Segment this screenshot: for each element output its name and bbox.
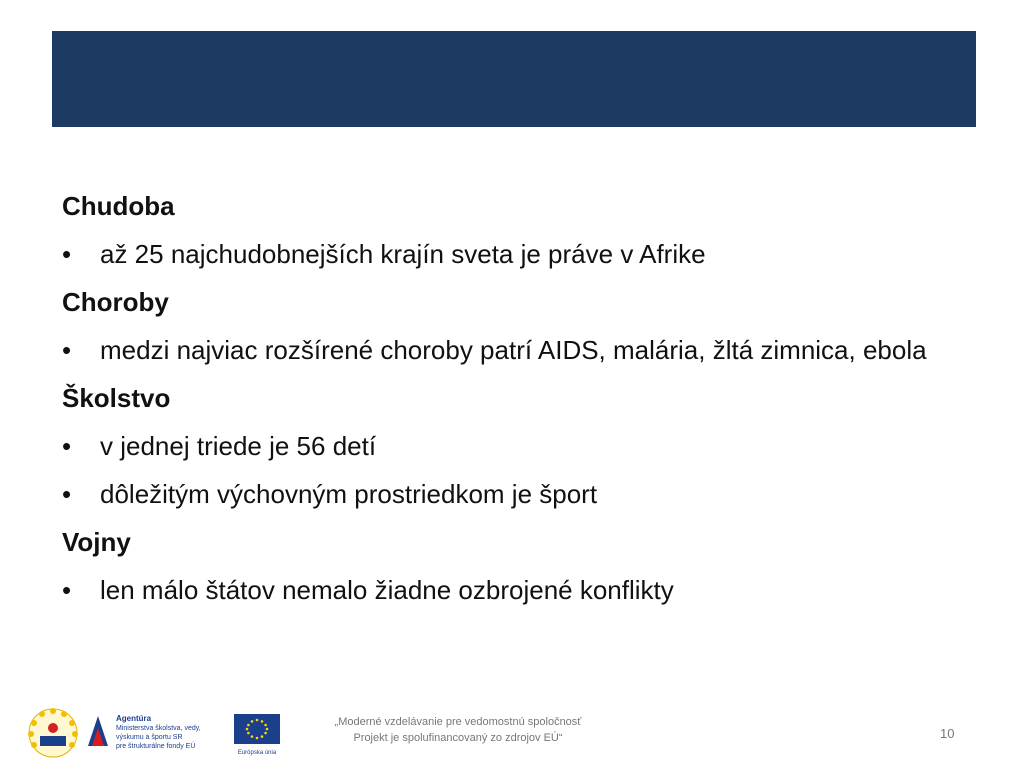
section-heading-vojny: Vojny: [62, 527, 131, 557]
bullet-dot: •: [62, 335, 72, 365]
bullet-dot: •: [62, 575, 72, 605]
eu-caption: Európska únia: [237, 750, 277, 756]
bullet-item: [62, 234, 942, 274]
bullet-item: [62, 426, 942, 466]
slide-footer: [0, 700, 1024, 768]
section-heading-choroby: Choroby: [62, 287, 169, 317]
bullet-item: [62, 570, 942, 610]
bullet-text: v jednej triede je 56 detí: [100, 431, 377, 461]
agency-logo-icon: [86, 714, 110, 748]
program-logo-icon: [26, 706, 80, 760]
agency-line2: pre štrukturálne fondy EÚ: [116, 743, 196, 750]
project-slogan: [308, 714, 608, 746]
bullet-item: [62, 474, 942, 514]
section-heading-chudoba: Chudoba: [62, 191, 175, 221]
bullet-dot: •: [62, 431, 72, 461]
bullet-text: až 25 najchudobnejších krajín sveta je práve v Afrike: [100, 239, 706, 269]
eu-logo: [234, 714, 280, 760]
bullet-text: medzi najviac rozšírené choroby patrí AIDS, malária, žltá zimnica, ebola: [100, 335, 927, 365]
eu-flag-icon: [234, 714, 280, 744]
bullet-dot: •: [62, 239, 72, 269]
section-heading-skolstvo: Školstvo: [62, 383, 171, 413]
title-band: [52, 31, 976, 127]
slogan-line1: „Moderné vzdelávanie pre vedomostnú spoločnosť: [334, 716, 582, 728]
agency-logo: [86, 712, 226, 752]
bullet-text: dôležitým výchovným prostriedkom je šport: [100, 479, 598, 509]
agency-title: Agentúra: [116, 714, 152, 723]
slogan-line2: Projekt je spolufinancovaný zo zdrojov EÚ“: [353, 732, 563, 744]
bullet-dot: •: [62, 479, 72, 509]
bullet-item: [62, 330, 942, 370]
agency-line1: Ministerstva školstva, vedy, výskumu a športu SR: [116, 725, 201, 741]
page-number: 10: [940, 726, 955, 741]
slide-content: [62, 186, 942, 618]
bullet-text: len málo štátov nemalo žiadne ozbrojené konflikty: [100, 575, 674, 605]
